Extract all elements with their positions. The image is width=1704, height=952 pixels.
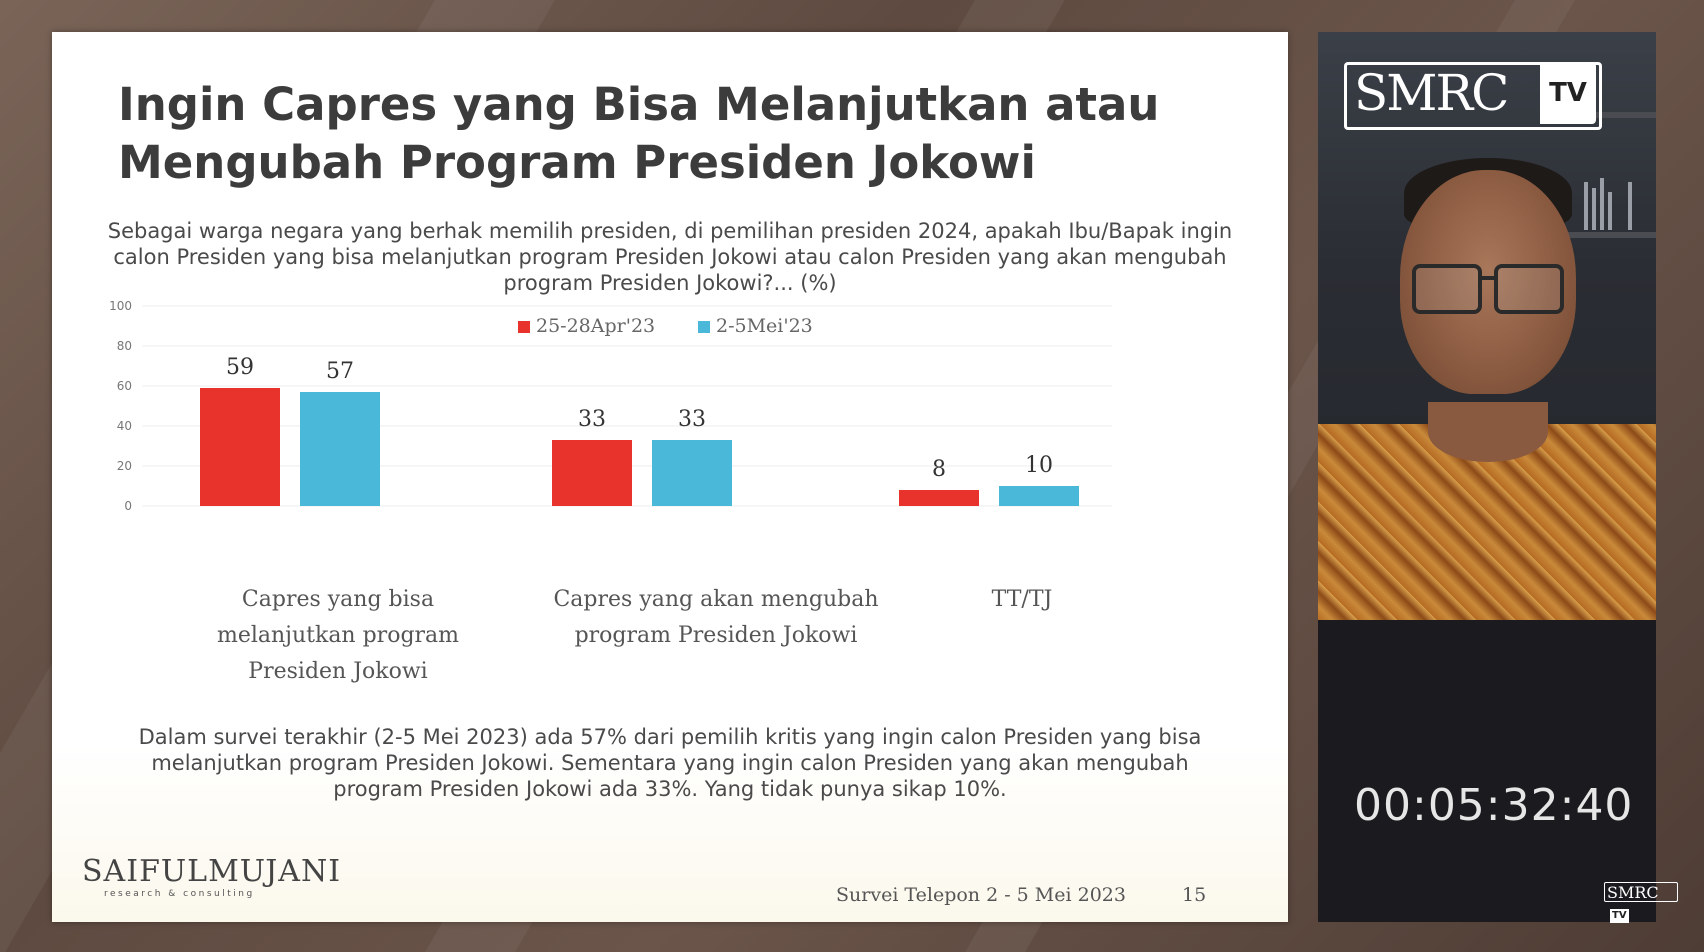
bar-0-0	[200, 388, 280, 506]
tv-logo-badge: TV	[1540, 62, 1596, 124]
timecode-display: 00:05:32:40	[1354, 780, 1634, 831]
book	[1600, 178, 1604, 230]
glasses-bridge	[1478, 276, 1494, 280]
presenter-neck	[1428, 402, 1548, 462]
book	[1584, 182, 1588, 230]
bar-chart	[52, 32, 1288, 632]
bar-1-2	[999, 486, 1079, 506]
data-label: 57	[326, 359, 354, 384]
category-label-2: TT/TJ	[991, 587, 1053, 612]
bar-1-0	[300, 392, 380, 506]
legend-label: 25-28Apr'23	[536, 315, 656, 337]
glasses-right-lens	[1494, 264, 1564, 314]
data-label: 8	[932, 457, 946, 482]
slide-footer: Survei Telepon 2 - 5 Mei 2023	[836, 884, 1126, 906]
legend-label: 2-5Mei'23	[716, 315, 813, 337]
book	[1608, 192, 1612, 230]
presenter-camera	[1318, 32, 1656, 620]
data-label: 33	[678, 407, 706, 432]
brand-logo: SAIFULMUJANI	[82, 854, 342, 889]
y-tick-label: 20	[116, 459, 132, 473]
data-label: 59	[226, 355, 254, 380]
bookshelf	[1568, 232, 1656, 238]
category-label-1: Capres yang akan mengubah program Presiden Jokowi	[553, 587, 879, 648]
y-tick-label: 80	[116, 339, 132, 353]
corner-watermark-logo	[1604, 882, 1678, 921]
slide-title: Ingin Capres yang Bisa Melanjutkan atau Mengubah Program Presiden Jokowi	[118, 78, 1160, 189]
data-label: 33	[578, 407, 606, 432]
video-feed-panel	[1318, 32, 1656, 922]
bar-0-2	[899, 490, 979, 506]
y-tick-label: 100	[109, 299, 132, 313]
survey-question: Sebagai warga negara yang berhak memilih presiden, di pemilihan presiden 2024, apakah Ibu/Bapak ingin calon Presiden yang bisa melanjutkan program Presiden Jokowi atau calon Presiden yang akan mengubah program Presiden Jokowi?... (%)	[107, 219, 1233, 295]
legend-swatch	[698, 321, 710, 333]
book	[1592, 188, 1596, 230]
y-tick-label: 0	[124, 499, 132, 513]
data-label: 10	[1025, 453, 1053, 478]
book	[1628, 182, 1632, 230]
y-tick-label: 60	[116, 379, 132, 393]
summary-text: Dalam survei terakhir (2-5 Mei 2023) ada 57% dari pemilih kritis yang ingin calon Presiden yang bisa melanjutkan program Presiden Jokowi. Sementara yang ingin calon Presiden yang akan mengubah program Presiden Jokowi ada 33%. Yang tidak punya sikap 10%.	[138, 725, 1202, 801]
watermark-tv-badge: TV	[1612, 910, 1627, 921]
brand-tagline: research & consulting	[104, 889, 255, 899]
category-label-0: Capres yang bisa melanjutkan program Presiden Jokowi	[216, 587, 460, 684]
presentation-slide	[52, 32, 1288, 922]
page-number: 15	[1182, 884, 1207, 906]
legend-swatch	[518, 321, 530, 333]
glasses-left-lens	[1412, 264, 1482, 314]
bar-1-1	[652, 440, 732, 506]
watermark-text: SMRC	[1607, 883, 1659, 902]
smrc-logo-text: SMRC	[1354, 64, 1508, 122]
y-tick-label: 40	[116, 419, 132, 433]
bar-0-1	[552, 440, 632, 506]
